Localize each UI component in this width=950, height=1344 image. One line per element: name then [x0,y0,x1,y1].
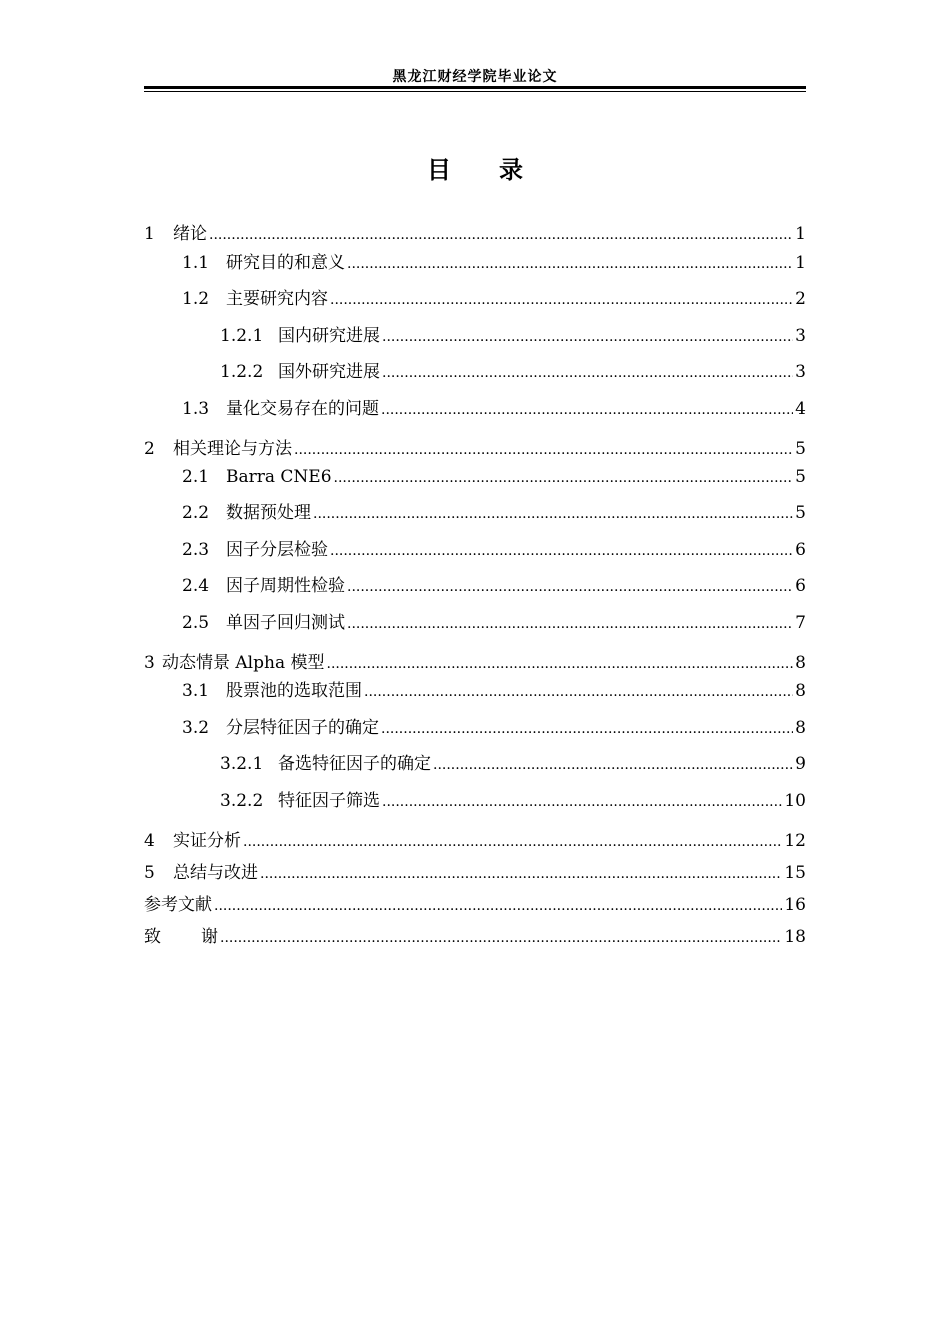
toc-entry-page: 9 [795,754,806,774]
toc-entry-2-3[interactable] [144,539,806,561]
toc-entry-number: 2.5 [182,613,210,633]
toc-leader-dots [347,613,793,635]
toc-entry-page: 5 [795,503,806,523]
toc-title-left: 目 [427,156,451,184]
toc-entry-references[interactable] [144,894,806,916]
toc-entry-1-2-1[interactable] [144,325,806,347]
toc-entry-page: 15 [784,863,806,883]
toc-entry-page: 3 [795,362,806,382]
toc-entry-page: 3 [795,326,806,346]
toc-entry-page: 18 [784,927,806,947]
toc-entry-page: 6 [795,540,806,560]
toc-entry-number: 3.2.1 [220,754,264,774]
toc-leader-dots [381,399,793,421]
toc-leader-dots [294,439,793,461]
toc-leader-dots [330,540,793,562]
toc-entry-number: 1 [144,224,155,244]
toc-entry-label: 分层特征因子的确定 [226,718,379,738]
toc-entry-label: 实证分析 [173,831,241,851]
toc-entry-label: 总结与改进 [173,863,258,883]
toc-entry-label: 相关理论与方法 [173,439,292,459]
toc-entry-2[interactable] [144,438,806,460]
toc-entry-3-2[interactable] [144,717,806,739]
toc-entry-label: 因子分层检验 [226,540,328,560]
toc-leader-dots [382,362,793,384]
toc-entry-page: 12 [784,831,806,851]
toc-entry-3-2-2[interactable] [144,790,806,812]
toc-entry-page: 1 [795,224,806,244]
toc-leader-dots [334,467,794,489]
toc-entry-page: 7 [795,613,806,633]
toc-entry-label: 参考文献 [144,895,212,915]
toc-entry-acknowledgements[interactable] [144,926,806,948]
toc-leader-dots [364,681,793,703]
toc-entry-number: 3.2.2 [220,791,264,811]
toc-leader-dots [382,791,782,813]
toc-entry-2-4[interactable] [144,575,806,597]
toc-entry-1[interactable] [144,223,806,245]
toc-entry-1-2[interactable] [144,288,806,310]
toc-entry-page: 8 [795,718,806,738]
toc-entry-1-3[interactable] [144,398,806,420]
toc-entry-page: 5 [795,467,806,487]
header-rule-thin [144,91,806,92]
toc-entry-number: 3.1 [182,681,210,701]
toc-leader-dots [330,289,793,311]
toc-entry-page: 16 [784,895,806,915]
toc-entry-label: 数据预处理 [226,503,311,523]
toc-entry-4[interactable] [144,830,806,852]
header-title: 黑龙江财经学院毕业论文 [392,69,558,85]
toc-entry-number: 2.4 [182,576,210,596]
toc-entry-label: 国外研究进展 [278,362,380,382]
toc-leader-dots [220,927,782,949]
toc-leader-dots [347,253,793,275]
toc-entry-number: 1.3 [182,399,210,419]
toc-entry-label: 主要研究内容 [226,289,328,309]
toc-entry-page: 8 [795,681,806,701]
toc-leader-dots [313,503,793,525]
toc-entry-number: 2.2 [182,503,210,523]
toc-entry-number: 2 [144,439,155,459]
toc-entry-page: 4 [795,399,806,419]
toc-entry-number: 3 [144,653,155,673]
toc-entry-number: 4 [144,831,155,851]
toc-entry-label: 研究目的和意义 [226,253,345,273]
header-rule-thick [144,86,806,89]
toc-entry-2-2[interactable] [144,502,806,524]
toc-entry-2-1[interactable] [144,466,806,488]
toc-entry-page: 1 [795,253,806,273]
toc-leader-dots [260,863,782,885]
toc-entry-label: 国内研究进展 [278,326,380,346]
toc-title-right: 录 [499,156,523,184]
toc-entry-label [144,926,218,948]
toc-entry-label: 因子周期性检验 [226,576,345,596]
toc-leader-dots [214,895,782,917]
toc-entry-number: 1.1 [182,253,210,273]
toc-entry-label-left: 致 [144,927,161,947]
toc-title [0,150,950,185]
toc-entry-3-2-1[interactable] [144,753,806,775]
toc-entry-label: 绪论 [173,224,207,244]
toc-entry-number: 1.2.1 [220,326,264,346]
toc-entry-number: 5 [144,863,155,883]
toc-leader-dots [382,326,793,348]
toc-entry-2-5[interactable] [144,612,806,634]
toc-entry-page: 2 [795,289,806,309]
toc-entry-number: 2.1 [182,467,210,487]
toc-entry-page: 5 [795,439,806,459]
toc-leader-dots [327,653,794,675]
toc-entry-3-1[interactable] [144,680,806,702]
toc-entry-5[interactable] [144,862,806,884]
toc-entry-number: 1.2 [182,289,210,309]
toc-entry-1-2-2[interactable] [144,361,806,383]
toc-entry-page: 8 [795,653,806,673]
toc-entry-number: 3.2 [182,718,210,738]
toc-entry-3[interactable] [144,652,806,674]
toc-entry-label: 动态情景 Alpha 模型 [162,653,325,673]
toc-entry-1-1[interactable] [144,252,806,274]
toc-entry-number: 2.3 [182,540,210,560]
toc-leader-dots [347,576,793,598]
toc-entry-label: 量化交易存在的问题 [226,399,379,419]
toc-entry-label: 股票池的选取范围 [226,681,362,701]
toc-leader-dots [381,718,793,740]
toc-entry-label-right: 谢 [201,927,218,947]
toc-leader-dots [209,224,793,246]
toc-leader-dots [433,754,793,776]
toc-entry-label: 备选特征因子的确定 [278,754,431,774]
toc-entry-page: 6 [795,576,806,596]
toc-entry-number: 1.2.2 [220,362,264,382]
toc-entry-label: 特征因子筛选 [278,791,380,811]
toc-entry-page: 10 [784,791,806,811]
toc-entry-label: 单因子回归测试 [226,613,345,633]
toc-leader-dots [243,831,782,853]
toc-entry-label: Barra CNE6 [226,467,332,487]
